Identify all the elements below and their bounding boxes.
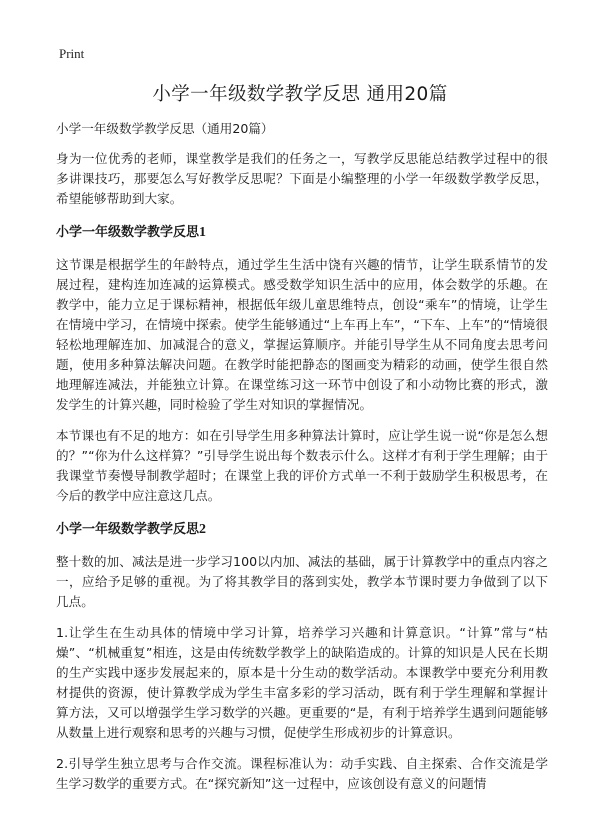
document-body bbox=[56, 119, 548, 805]
intro-paragraph: 身为一位优秀的老师，课堂教学是我们的任务之一，写教学反思能总结教学过程中的很多讲课技巧，那要怎么写好教学反思呢？下面是小编整理的小学一年级数学教学反思，希望能够帮助到大家。 bbox=[56, 151, 548, 206]
print-link[interactable]: Print bbox=[59, 46, 85, 61]
section-heading-number: 1 bbox=[199, 225, 207, 240]
section-heading-1 bbox=[56, 223, 548, 243]
section-1-paragraph-2: 本节课也有不足的地方：如在引导学生用多种算法计算时，应让学生说一说“你是怎么想的？”“你为什么这样算？”引导学生说出每个数表示什么。这样才有利于学生理解；由于我课堂节奏慢导制教学超时；在课堂上我的评价方式单一不利于鼓励学生积极思考，在今后的教学中应注意这几点。 bbox=[56, 428, 548, 503]
document-subtitle: 小学一年级数学教学反思（通用20篇） bbox=[56, 121, 274, 136]
section-2-paragraph-2: 1.让学生在生动具体的情境中学习计算，培养学习兴趣和计算意识。“计算”常与“枯燥”、“机械重复”相连，这是由传统数学教学上的缺陷造成的。计算的知识是人民在长期的生产实践中逐步发展起来的，原本是十分生动的数学活动。本课教学中要充分利用教材提供的资源，使计算教学成为学生丰富多彩的学习活动，既有利于学生理解和掌握计算方法，又可以增强学生学习数学的兴趣。更重要的“是，有利于培养学生遇到问题能够从数量上进行观察和思考的兴趣与习惯，促使学生形成初步的计算意识。 bbox=[56, 625, 548, 740]
section-heading-text: 小学一年级数学教学反思 bbox=[56, 522, 200, 537]
section-2-paragraph-1: 整十数的加、减法是进一步学习100以内加、减法的基础，属于计算教学中的重点内容之一，应给予足够的重视。为了将其教学目的落到实处，教学本节课时要力争做到了以下几点。 bbox=[56, 554, 549, 609]
section-heading-number: 2 bbox=[199, 522, 207, 537]
section-2-paragraph-3: 2.引导学生独立思考与合作交流。课程标准认为：动手实践、自主探索、合作交流是学生学习数学的重要方式。在“探究新知”这一过程中，应该创设有意义的问题情 bbox=[56, 756, 548, 791]
section-heading-2 bbox=[56, 520, 548, 540]
section-1-paragraph-1: 这节课是根据学生的年龄特点，通过学生生活中饶有兴趣的情节，让学生联系情节的发展过程，建构连加连减的运算模式。感受数学知识生活中的应用，体会数学的乐趣。在教学中，能力立足于课标精神，根据低年级儿童思维特点，创设“乘车”的情境，让学生在情境中学习，在情境中探索。使学生能够通过“上车再上车”，“下车、上车”的“情境很轻松地理解连加、加减混合的意义，掌握运算顺序。并能引导学生从不同角度去思考问题，使用多种算法解决问题。在教学时能把静态的图画变为精彩的动画，使学生很自然地理解连减法，并能独立计算。在课堂练习这一环节中创设了和小动物比赛的形式，激发学生的计算兴趣，同时检验了学生对知识的掌握情况。 bbox=[56, 257, 548, 412]
section-heading-text: 小学一年级数学教学反思 bbox=[56, 225, 200, 240]
page-title: 小学一年级数学教学反思 通用20篇 bbox=[152, 84, 448, 105]
